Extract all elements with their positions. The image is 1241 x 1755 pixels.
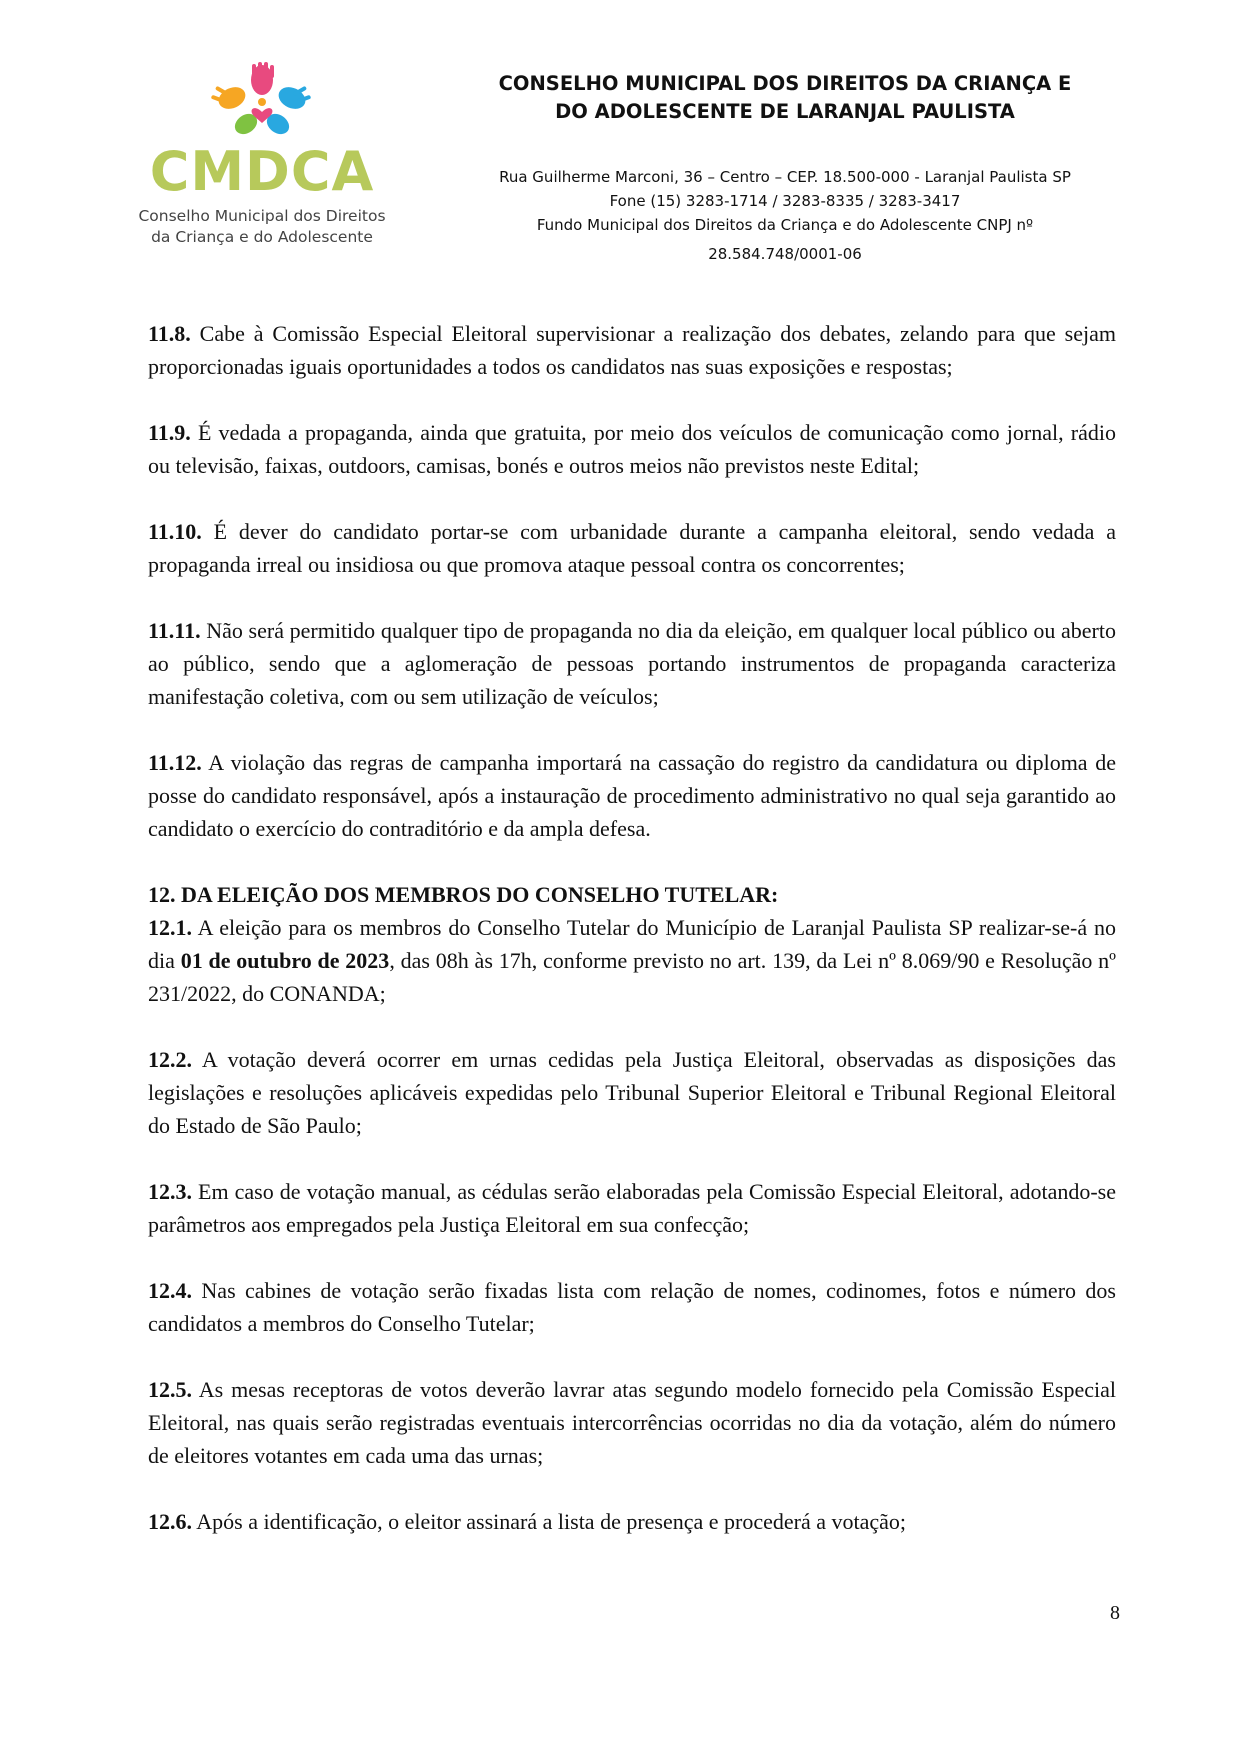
clause-number: 12.1. <box>148 915 192 940</box>
clause-number: 12.6. <box>148 1509 192 1534</box>
clause-text: É dever do candidato portar-se com urbanidade durante a campanha eleitoral, sendo vedada a propaganda irreal ou insidiosa ou que promova ataque pessoal contra os concorrentes; <box>148 519 1116 577</box>
header-fund: Fundo Municipal dos Direitos da Criança e do Adolescente CNPJ nº <box>536 216 1034 234</box>
clause-number: 12.3. <box>148 1179 192 1204</box>
paragraph-11-9 <box>148 416 1116 482</box>
clause-text: Nas cabines de votação serão fixadas lista com relação de nomes, codinomes, fotos e número dos candidatos a membros do Conselho Tutelar; <box>148 1278 1116 1336</box>
paragraph-12-6 <box>148 1505 1116 1538</box>
paragraph-11-11 <box>148 614 1116 713</box>
clause-text: Em caso de votação manual, as cédulas serão elaboradas pela Comissão Especial Eleitoral, adotando-se parâmetros aos empregados pela Justiça Eleitoral em sua confecção; <box>148 1179 1116 1237</box>
clause-text: É vedada a propaganda, ainda que gratuita, por meio dos veículos de comunicação como jornal, rádio ou televisão, faixas, outdoors, camisas, bonés e outros meios não previstos neste Edital; <box>148 420 1116 478</box>
clause-text: As mesas receptoras de votos deverão lavrar atas segundo modelo fornecido pela Comissão Especial Eleitoral, nas quais serão registradas eventuais intercorrências ocorridas no dia da votação, além do número de eleitores votantes em cada uma das urnas; <box>148 1377 1116 1468</box>
paragraph-11-10 <box>148 515 1116 581</box>
logo-subtitle-line1: Conselho Municipal dos Direitos <box>138 207 386 225</box>
clause-text: A votação deverá ocorrer em urnas cedidas pela Justiça Eleitoral, observadas as disposições das legislações e resoluções aplicáveis expedidas pelo Tribunal Superior Eleitoral e Tribunal Regional Eleitoral do Estado de São Paulo; <box>148 1047 1116 1138</box>
clause-number: 12.2. <box>148 1047 192 1072</box>
clause-number: 11.10. <box>148 519 202 544</box>
clause-number: 12.4. <box>148 1278 192 1303</box>
paragraph-12-4 <box>148 1274 1116 1340</box>
header-address: Rua Guilherme Marconi, 36 – Centro – CEP. 18.500-000 - Laranjal Paulista SP <box>499 168 1071 186</box>
cmdca-logo <box>132 62 392 257</box>
clause-text: A violação das regras de campanha importará na cassação do registro da candidatura ou diploma de posse do candidato responsável, após a instauração de procedimento administrativo no qual seja garantido ao candidato o exercício do contraditório e da ampla defesa. <box>148 750 1116 841</box>
header-title-line1: CONSELHO MUNICIPAL DOS DIREITOS DA CRIANÇA E <box>498 72 1072 95</box>
clause-number: 11.8. <box>148 321 191 346</box>
paragraph-12-1 <box>148 911 1116 1010</box>
clause-number: 11.12. <box>148 750 202 775</box>
header-title-line2: DO ADOLESCENTE DE LARANJAL PAULISTA <box>555 100 1015 123</box>
clause-text: A eleição para os membros do Conselho Tutelar do Município de Laranjal Paulista SP realizar-se-á no dia <box>148 915 1116 973</box>
paragraph-11-8 <box>148 317 1116 383</box>
paragraph-12-3 <box>148 1175 1116 1241</box>
header-contact-info <box>430 165 1140 266</box>
paragraph-11-12 <box>148 746 1116 845</box>
paragraph-12-2 <box>148 1043 1116 1142</box>
header-phone: Fone (15) 3283-1714 / 3283-8335 / 3283-3417 <box>609 192 961 210</box>
logo-subtitle-line2: da Criança e do Adolescente <box>151 228 373 246</box>
clause-text: , das 08h às 17h, conforme previsto no art. 139, da Lei nº 8.069/90 e Resolução nº 231/2022, do CONANDA; <box>148 948 1116 1006</box>
header-cnpj: 28.584.748/0001-06 <box>708 245 862 263</box>
paragraph-12-5 <box>148 1373 1116 1472</box>
clause-number: 12.5. <box>148 1377 192 1402</box>
logo-acronym: CMDCA <box>149 140 375 203</box>
clause-text: Após a identificação, o eleitor assinará a lista de presença e procederá a votação; <box>192 1509 907 1534</box>
clause-text: Não será permitido qualquer tipo de propaganda no dia da eleição, em qualquer local público ou aberto ao público, sendo que a aglomeração de pessoas portando instrumentos de propaganda caracteriza manifestação coletiva, com ou sem utilização de veículos; <box>148 618 1116 709</box>
hands-emblem-icon <box>210 62 314 144</box>
header-title <box>430 70 1140 126</box>
clause-text: Cabe à Comissão Especial Eleitoral supervisionar a realização dos debates, zelando para que sejam proporcionadas iguais oportunidades a todos os candidatos nas suas exposições e respostas; <box>148 321 1116 379</box>
clause-number: 11.11. <box>148 618 201 643</box>
section-12-heading: 12. DA ELEIÇÃO DOS MEMBROS DO CONSELHO TUTELAR: <box>148 882 779 907</box>
election-date: 01 de outubro de 2023 <box>180 948 390 973</box>
page-number: 8 <box>1110 1602 1120 1624</box>
clause-number: 11.9. <box>148 420 191 445</box>
document-body <box>148 317 1116 1538</box>
